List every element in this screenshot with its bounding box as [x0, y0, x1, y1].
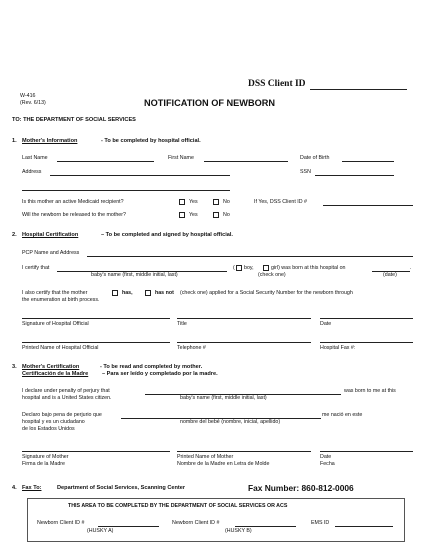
hospital-fax-label: Hospital Fax #: [320, 345, 356, 351]
last-name-field[interactable] [57, 161, 154, 162]
has-label: has, [122, 290, 133, 296]
girl-checkbox[interactable] [263, 265, 269, 271]
newborn-id-a-field[interactable] [98, 526, 159, 527]
also-certify-rest-2: the enumeration at birth process. [22, 297, 100, 303]
certify-label: I certify that [22, 265, 50, 271]
section-1-subtitle: - To be completed by hospital official. [101, 138, 201, 144]
fax-department: Department of Social Services, Scanning Center [57, 485, 186, 491]
firma-label: Firma de la Madre [22, 461, 65, 467]
medicaid-question: Is this mother an active Medicaid recipient? [22, 199, 124, 205]
form-revision: (Rev. 6/13) [20, 100, 46, 106]
mother-printed-name-label: Printed Name of Mother [177, 454, 234, 460]
first-name-label: First Name [168, 155, 194, 161]
official-date-field[interactable] [320, 318, 413, 319]
ssn-label: SSN [300, 169, 311, 175]
fax-to-label: Fax To: [22, 485, 42, 491]
address-line-2-field[interactable] [22, 190, 230, 191]
declaro-name-caption: nombre del bebé (nombre, inicial, apellido) [180, 419, 281, 425]
telephone-field[interactable] [177, 342, 311, 343]
page-title: NOTIFICATION OF NEWBORN [144, 98, 275, 108]
official-printed-name-field[interactable] [22, 342, 170, 343]
husky-a-caption: (HUSKY A) [87, 528, 114, 534]
newborn-id-a-label: Newborn Client ID # [37, 520, 85, 526]
declare-label: I declare under penalty of perjury that [22, 388, 110, 394]
declaro-line-2: hospital y es un ciudadano [22, 419, 85, 425]
declare-baby-name-caption: baby's name (first, middle initial, last) [180, 395, 267, 401]
ems-id-field[interactable] [335, 526, 393, 527]
also-certify-rest: (check one) applied for a Social Security Number for the newborn through [180, 290, 353, 296]
mother-printed-name-field[interactable] [177, 451, 311, 452]
open-paren: ( [233, 265, 235, 271]
released-yes-checkbox[interactable] [179, 212, 185, 218]
pcp-label: PCP Name and Address [22, 250, 80, 256]
mother-signature-field[interactable] [22, 451, 170, 452]
released-no-checkbox[interactable] [213, 212, 219, 218]
date-caption: (date) [383, 272, 397, 278]
section-3-title-es: Certificación de la Madre [22, 371, 89, 377]
official-title-label: Title [177, 321, 187, 327]
nombre-madre-label: Nombre de la Madre en Letra de Molde [177, 461, 270, 467]
released-yes-label: Yes [189, 212, 198, 218]
fax-number: Fax Number: 860-812-0006 [248, 483, 354, 493]
dob-field[interactable] [342, 161, 394, 162]
section-3-subtitle-es: – Para ser leído y completado por la madre. [102, 371, 218, 377]
has-not-checkbox[interactable] [145, 290, 151, 296]
declare-line-2: hospital and is a United States citizen. [22, 395, 112, 401]
newborn-id-b-field[interactable] [235, 526, 296, 527]
period: . [410, 265, 412, 271]
declaro-label: Declaro bajo pena de perjurio que [22, 412, 102, 418]
telephone-label: Telephone # [177, 345, 206, 351]
section-1-title: Mother's Information [22, 138, 78, 144]
official-date-label: Date [320, 321, 332, 327]
pcp-field[interactable] [87, 256, 413, 257]
babys-name-caption: baby's name (first, middle initial, last) [91, 272, 178, 278]
section-3-subtitle: - To be read and completed by mother. [100, 364, 203, 370]
address-field[interactable] [50, 175, 230, 176]
section-3-title: Mother's Certification [22, 364, 80, 370]
declaro-line-3: de los Estados Unidos [22, 426, 75, 432]
boy-label: boy, [244, 265, 254, 271]
section-2-subtitle: – To be completed and signed by hospital official. [101, 232, 233, 238]
to-line: TO: THE DEPARTMENT OF SOCIAL SERVICES [12, 117, 136, 123]
medicaid-no-checkbox[interactable] [213, 199, 219, 205]
form-number: W-416 [20, 93, 36, 99]
section-3-number: 3. [12, 364, 17, 370]
boy-checkbox[interactable] [236, 265, 242, 271]
mother-dss-id-field[interactable] [323, 205, 413, 206]
newborn-id-b-label: Newborn Client ID # [172, 520, 220, 526]
has-checkbox[interactable] [112, 290, 118, 296]
official-title-field[interactable] [177, 318, 311, 319]
dss-client-id-field[interactable] [310, 89, 407, 90]
ems-id-label: EMS ID [311, 520, 330, 526]
medicaid-yes-checkbox[interactable] [179, 199, 185, 205]
last-name-label: Last Name [22, 155, 48, 161]
section-4-number: 4. [12, 485, 17, 491]
has-not-label: has not [155, 290, 174, 296]
official-signature-field[interactable] [22, 318, 170, 319]
dss-client-id-question: If Yes, DSS Client ID # [254, 199, 307, 205]
fecha-label: Fecha [320, 461, 335, 467]
official-signature-label: Signature of Hospital Official [22, 321, 89, 327]
released-no-label: No [223, 212, 230, 218]
official-printed-name-label: Printed Name of Hospital Official [22, 345, 99, 351]
ssn-field[interactable] [315, 175, 394, 176]
mother-date-label: Date [320, 454, 332, 460]
dob-label: Date of Birth [300, 155, 330, 161]
hospital-fax-field[interactable] [320, 342, 413, 343]
also-certify-label: I also certify that the mother [22, 290, 88, 296]
dss-box-heading: THIS AREA TO BE COMPLETED BY THE DEPARTMENT OF SOCIAL SERVICES OR ACS [68, 503, 288, 509]
address-label: Address [22, 169, 42, 175]
first-name-field[interactable] [204, 161, 288, 162]
medicaid-yes-label: Yes [189, 199, 198, 205]
girl-label: girl) was born at this hospital on [271, 265, 346, 271]
section-1-number: 1. [12, 138, 17, 144]
section-2-number: 2. [12, 232, 17, 238]
mother-signature-label: Signature of Mother [22, 454, 69, 460]
medicaid-no-label: No [223, 199, 230, 205]
section-2-title: Hospital Certification [22, 232, 79, 238]
released-question: Will the newborn be released to the mother? [22, 212, 126, 218]
dss-client-id-label: DSS Client ID [248, 79, 306, 89]
mother-date-field[interactable] [320, 451, 413, 452]
declaro-end: me nació en este [322, 412, 363, 418]
check-one-caption: (check one) [258, 272, 286, 278]
declare-end: was born to me at this [344, 388, 396, 394]
husky-b-caption: (HUSKY B) [225, 528, 252, 534]
